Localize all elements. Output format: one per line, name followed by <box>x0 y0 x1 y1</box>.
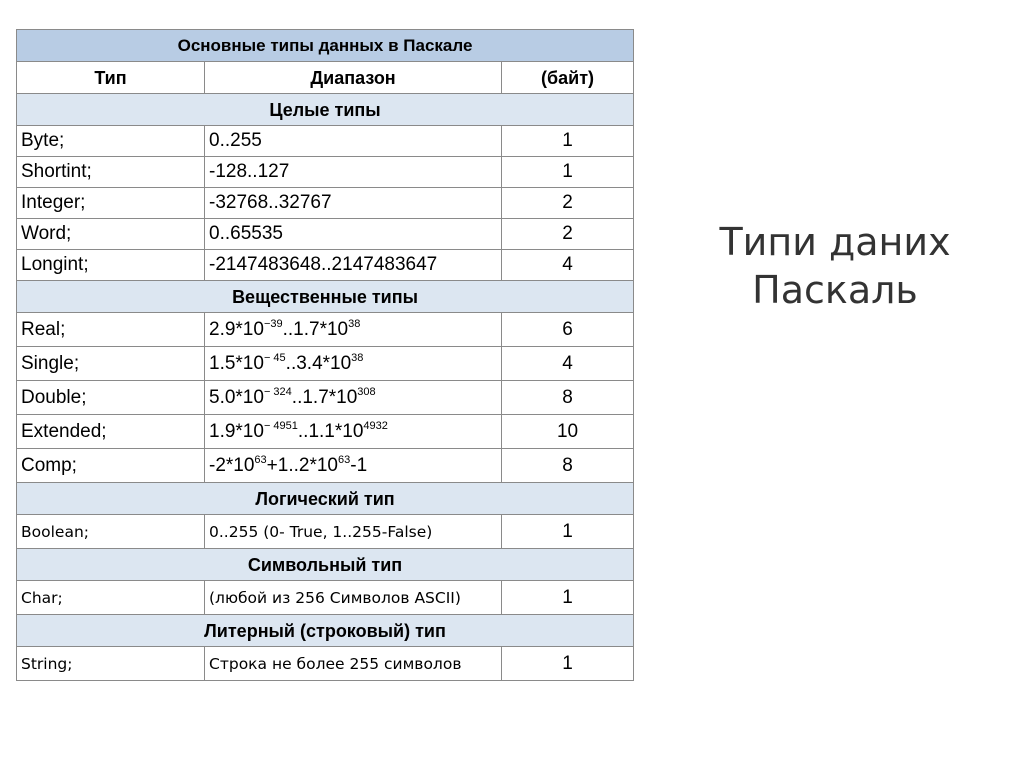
type-name: Double; <box>17 381 205 415</box>
type-range: -32768..32767 <box>205 188 502 219</box>
table-row <box>17 313 634 347</box>
range-part: ..1.1*10 <box>297 420 364 442</box>
type-range: (любой из 256 Символов ASCII) <box>205 581 502 615</box>
header-range: Диапазон <box>205 62 502 94</box>
type-size: 8 <box>502 381 634 415</box>
type-range: 0..255 <box>205 126 502 157</box>
range-exponent: 63 <box>254 453 267 466</box>
table-row <box>17 157 634 188</box>
range-exponent: −39 <box>263 317 283 330</box>
section-title: Литерный (строковый) тип <box>17 615 634 647</box>
section-title: Логический тип <box>17 483 634 515</box>
type-name: Single; <box>17 347 205 381</box>
type-size: 2 <box>502 188 634 219</box>
section-title: Целые типы <box>17 94 634 126</box>
range-part: 1.9*10 <box>209 420 264 442</box>
type-name: Char; <box>17 581 205 615</box>
type-name: Comp; <box>17 449 205 483</box>
type-range: 0..255 (0- True, 1..255-False) <box>205 515 502 549</box>
type-range <box>205 381 502 415</box>
section-header-integer <box>17 94 634 126</box>
table-caption: Основные типы данных в Паскале <box>17 30 634 62</box>
section-header-boolean <box>17 483 634 515</box>
type-name: Integer; <box>17 188 205 219</box>
range-part: ..1.7*10 <box>282 318 349 340</box>
table-row <box>17 449 634 483</box>
range-part: ..3.4*10 <box>285 352 352 374</box>
table-row <box>17 188 634 219</box>
range-exponent: 4932 <box>363 419 388 432</box>
type-size: 8 <box>502 449 634 483</box>
range-exponent: 63 <box>338 453 351 466</box>
range-part: 2.9*10 <box>209 318 264 340</box>
type-name: Byte; <box>17 126 205 157</box>
type-size: 1 <box>502 126 634 157</box>
range-exponent: − 4951 <box>263 419 298 432</box>
table-row <box>17 347 634 381</box>
slide-title-line-1: Типи даних <box>719 220 951 264</box>
type-name: Real; <box>17 313 205 347</box>
pascal-data-types-table <box>16 29 634 681</box>
type-size: 2 <box>502 219 634 250</box>
type-name: Shortint; <box>17 157 205 188</box>
section-title: Символьный тип <box>17 549 634 581</box>
type-range: -2147483648..2147483647 <box>205 250 502 281</box>
type-size: 6 <box>502 313 634 347</box>
type-range <box>205 449 502 483</box>
range-exponent: 308 <box>357 385 376 398</box>
range-part: +1..2*10 <box>266 454 338 476</box>
range-part: 1.5*10 <box>209 352 264 374</box>
range-exponent: − 324 <box>263 385 292 398</box>
type-size: 4 <box>502 250 634 281</box>
type-range <box>205 313 502 347</box>
range-part: 5.0*10 <box>209 386 264 408</box>
table-row <box>17 250 634 281</box>
table-row <box>17 415 634 449</box>
table-row <box>17 219 634 250</box>
type-range: 0..65535 <box>205 219 502 250</box>
table-row <box>17 647 634 681</box>
range-exponent: 38 <box>351 351 364 364</box>
type-size: 4 <box>502 347 634 381</box>
range-part: ..1.7*10 <box>291 386 358 408</box>
range-part: -2*10 <box>209 454 255 476</box>
type-range: Строка не более 255 символов <box>205 647 502 681</box>
type-size: 1 <box>502 647 634 681</box>
header-bytes: (байт) <box>502 62 634 94</box>
type-range: -128..127 <box>205 157 502 188</box>
type-range <box>205 347 502 381</box>
section-header-string <box>17 615 634 647</box>
header-type: Тип <box>17 62 205 94</box>
type-name: String; <box>17 647 205 681</box>
type-range <box>205 415 502 449</box>
type-size: 1 <box>502 515 634 549</box>
table-caption-row <box>17 30 634 62</box>
slide-title <box>700 218 970 314</box>
table-row <box>17 515 634 549</box>
type-name: Boolean; <box>17 515 205 549</box>
section-title: Вещественные типы <box>17 281 634 313</box>
type-name: Extended; <box>17 415 205 449</box>
type-name: Word; <box>17 219 205 250</box>
type-size: 1 <box>502 157 634 188</box>
range-exponent: 38 <box>348 317 361 330</box>
table-row <box>17 126 634 157</box>
table-row <box>17 581 634 615</box>
range-exponent: − 45 <box>263 351 286 364</box>
range-part: -1 <box>350 454 368 476</box>
section-header-char <box>17 549 634 581</box>
type-size: 10 <box>502 415 634 449</box>
table-header-row <box>17 62 634 94</box>
type-name: Longint; <box>17 250 205 281</box>
type-size: 1 <box>502 581 634 615</box>
table-row <box>17 381 634 415</box>
slide-title-line-2: Паскаль <box>752 268 918 312</box>
section-header-real <box>17 281 634 313</box>
